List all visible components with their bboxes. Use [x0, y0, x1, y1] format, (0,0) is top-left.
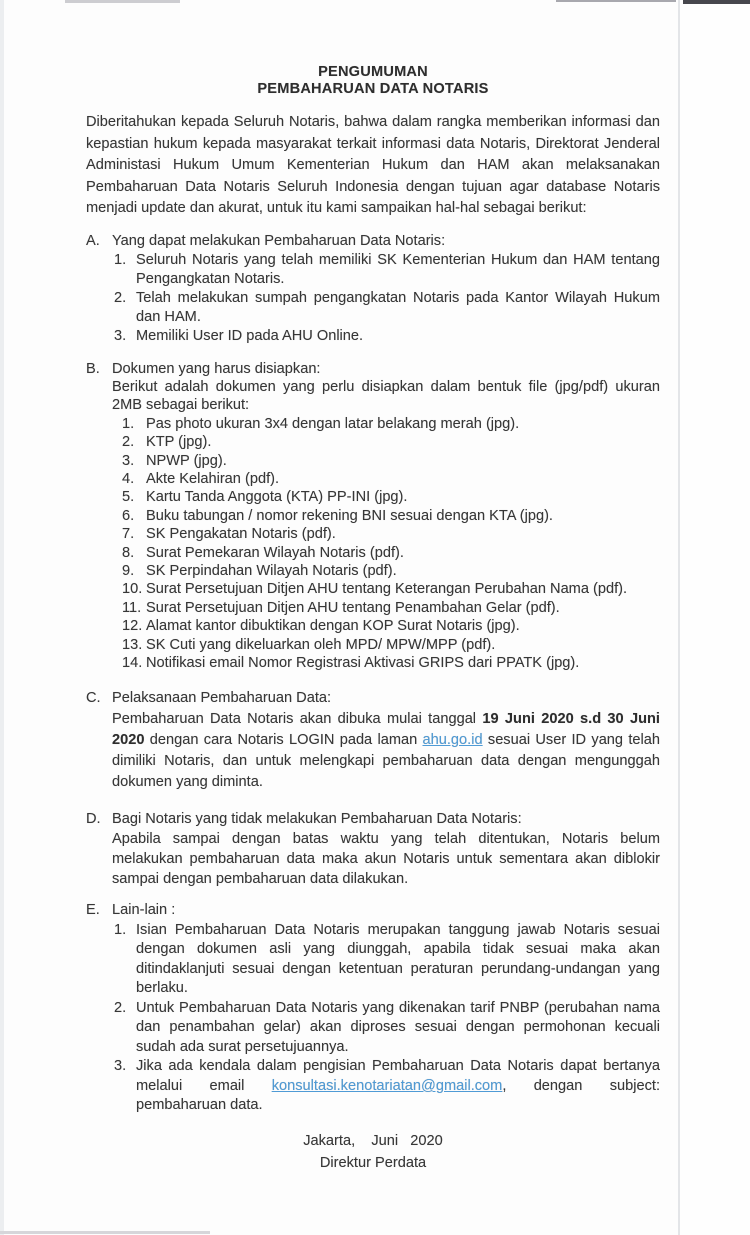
item-text: KTP (jpg). [146, 434, 212, 451]
list-item [112, 327, 660, 346]
list-item [112, 654, 660, 672]
item-number: 2. [114, 999, 127, 1016]
section-b-heading: Dokumen yang harus disiapkan: [112, 360, 321, 377]
section-c-paragraph [112, 709, 660, 793]
section-b-label: B. [86, 360, 100, 377]
item-text: Memiliki User ID pada AHU Online. [136, 327, 364, 344]
list-item [112, 488, 660, 506]
section-d-heading: Bagi Notaris yang tidak melakukan Pembaharuan Data Notaris: [112, 811, 522, 828]
section-c-label: C. [86, 690, 101, 707]
list-item [112, 525, 660, 543]
item-text: SK Cuti yang dikeluarkan oleh MPD/ MPW/MPP (pdf). [146, 636, 496, 653]
item-number: 3. [114, 327, 127, 344]
item-number: 7. [122, 526, 135, 543]
list-item [112, 251, 660, 289]
item-number: 1. [114, 251, 127, 268]
item-text: Seluruh Notaris yang telah memiliki SK Kementerian Hukum dan HAM tentang Pengangkatan Notaris. [136, 251, 660, 287]
item-number: 1. [122, 415, 135, 432]
paragraph-text: , dengan subject: pembaharuan data. [136, 1077, 660, 1114]
list-item [112, 470, 660, 488]
section-e-heading: Lain-lain : [112, 902, 176, 919]
item-number: 2. [114, 289, 127, 306]
item-number: 14. [122, 655, 143, 671]
section-e-label: E. [86, 902, 100, 919]
section-a-heading: Yang dapat melakukan Pembaharuan Data Notaris: [112, 232, 446, 249]
item-text: Isian Pembaharuan Data Notaris merupakan tanggung jawab Notaris sesuai dengan dokumen asli yang diunggah, apabila tidak sesuai maka akan ditindaklanjuti sesuai dengan ketentuan peraturan perundang-undangan yang berlaku. [136, 921, 660, 997]
item-text: Surat Persetujuan Ditjen AHU tentang Keterangan Perubahan Nama (pdf). [146, 581, 628, 598]
item-text: Pas photo ukuran 3x4 dengan latar belakang merah (jpg). [146, 415, 520, 432]
title-line-2: PEMBAHARUAN DATA NOTARIS [257, 81, 489, 97]
item-text: Notifikasi email Nomor Registrasi Aktivasi GRIPS dari PPATK (jpg). [146, 655, 580, 671]
item-number: 5. [122, 489, 135, 506]
list-item [112, 452, 660, 470]
item-number: 3. [114, 1058, 127, 1075]
signatory-title: Direktur Perdata [319, 1154, 427, 1171]
list-item [112, 999, 660, 1058]
section-d [86, 809, 660, 889]
item-number: 4. [122, 470, 135, 487]
document-title [86, 64, 660, 98]
section-b-paragraph: Berikut adalah dokumen yang perlu disiapkan dalam bentuk file (jpg/pdf) ukuran 2MB sebagai berikut: [112, 378, 660, 414]
list-item [112, 415, 660, 433]
paragraph-text: Jika ada kendala dalam pengisian Pembaharuan Data Notaris dapat bertanya melalui email [136, 1058, 660, 1094]
item-number: 6. [122, 507, 135, 524]
consultation-email-link[interactable]: konsultasi.kenotariatan@gmail.com [271, 1077, 503, 1094]
item-text: SK Perpindahan Wilayah Notaris (pdf). [146, 562, 397, 579]
intro-paragraph: Diberitahukan kepada Seluruh Notaris, bahwa dalam rangka memberikan informasi dan kepastian hukum kepada masyarakat terkait informasi data Notaris, Direktorat Jenderal Administasi Hukum Umum Kementerian Hukum dan HAM akan melaksanakan Pembaharuan Data Notaris Seluruh Indonesia dengan tujuan agar database Notaris menjadi update dan akurat, untuk itu kami sampaikan hal-hal sebagai berikut: [86, 114, 660, 216]
list-item [112, 289, 660, 327]
title-line-1: PENGUMUMAN [318, 64, 428, 80]
closing-block [86, 1130, 660, 1174]
section-a-list [112, 251, 660, 346]
item-number: 13. [122, 636, 143, 653]
item-number: 12. [122, 618, 143, 635]
section-c-heading: Pelaksanaan Pembaharuan Data: [112, 690, 332, 707]
paragraph-text: Pembaharuan Data Notaris akan dibuka mulai tanggal [112, 711, 483, 728]
list-item [112, 580, 660, 598]
section-e [86, 901, 660, 1116]
section-e-list [112, 921, 660, 1116]
item-number: 2. [122, 434, 135, 451]
item-text: Surat Persetujuan Ditjen AHU tentang Penambahan Gelar (pdf). [146, 599, 560, 616]
section-d-paragraph: Apabila sampai dengan batas waktu yang telah ditentukan, Notaris belum melakukan pembaharuan data maka akun Notaris untuk sementara akan diblokir sampai dengan pembaharuan data dilakukan. [112, 831, 660, 888]
list-item [112, 636, 660, 654]
item-number: 10. [122, 581, 143, 598]
section-a [86, 232, 660, 346]
item-text [136, 1057, 660, 1116]
item-text: Buku tabungan / nomor rekening BNI sesuai dengan KTA (jpg). [146, 507, 553, 524]
list-item [112, 433, 660, 451]
item-text: Kartu Tanda Anggota (KTA) PP-INI (jpg). [146, 489, 408, 506]
section-a-label: A. [86, 232, 100, 249]
item-text: SK Pengakatan Notaris (pdf). [146, 526, 336, 543]
paragraph-text: sesuai User ID yang telah dimiliki Notaris, dan untuk melengkapi pembaharuan data dengan mengunggah dokumen yang diminta. [112, 732, 660, 791]
list-item [112, 562, 660, 580]
item-text: Akte Kelahiran (pdf). [146, 470, 280, 487]
item-text: Untuk Pembaharuan Data Notaris yang dikenakan tarif PNBP (perubahan nama dan penambahan gelar) akan diproses sesuai dengan permohonan kecuali sudah ada surat persetujuannya. [136, 999, 660, 1055]
list-item [112, 617, 660, 635]
item-text: Surat Pemekaran Wilayah Notaris (pdf). [146, 544, 404, 561]
section-b-list [112, 415, 660, 673]
item-number: 1. [114, 921, 127, 938]
list-item [112, 599, 660, 617]
item-text: Telah melakukan sumpah pengangkatan Notaris pada Kantor Wilayah Hukum dan HAM. [136, 289, 660, 325]
list-item [112, 1057, 660, 1116]
item-text: Alamat kantor dibuktikan dengan KOP Surat Notaris (jpg). [146, 618, 520, 635]
item-number: 8. [122, 544, 135, 561]
section-b [86, 360, 660, 673]
item-text: NPWP (jpg). [146, 452, 227, 469]
ahu-website-link[interactable]: ahu.go.id [422, 732, 483, 749]
list-item [112, 507, 660, 525]
item-number: 3. [122, 452, 135, 469]
item-number: 9. [122, 562, 135, 579]
date-range-bold: 19 Juni 2020 s.d 30 Juni 2020 [112, 711, 660, 749]
section-c [86, 688, 660, 793]
item-number: 11. [122, 599, 142, 616]
place-and-date: Jakarta, Juni 2020 [303, 1132, 443, 1149]
paragraph-text: dengan cara Notaris LOGIN pada laman [144, 732, 423, 749]
list-item [112, 921, 660, 999]
section-d-label: D. [86, 811, 101, 828]
list-item [112, 544, 660, 562]
